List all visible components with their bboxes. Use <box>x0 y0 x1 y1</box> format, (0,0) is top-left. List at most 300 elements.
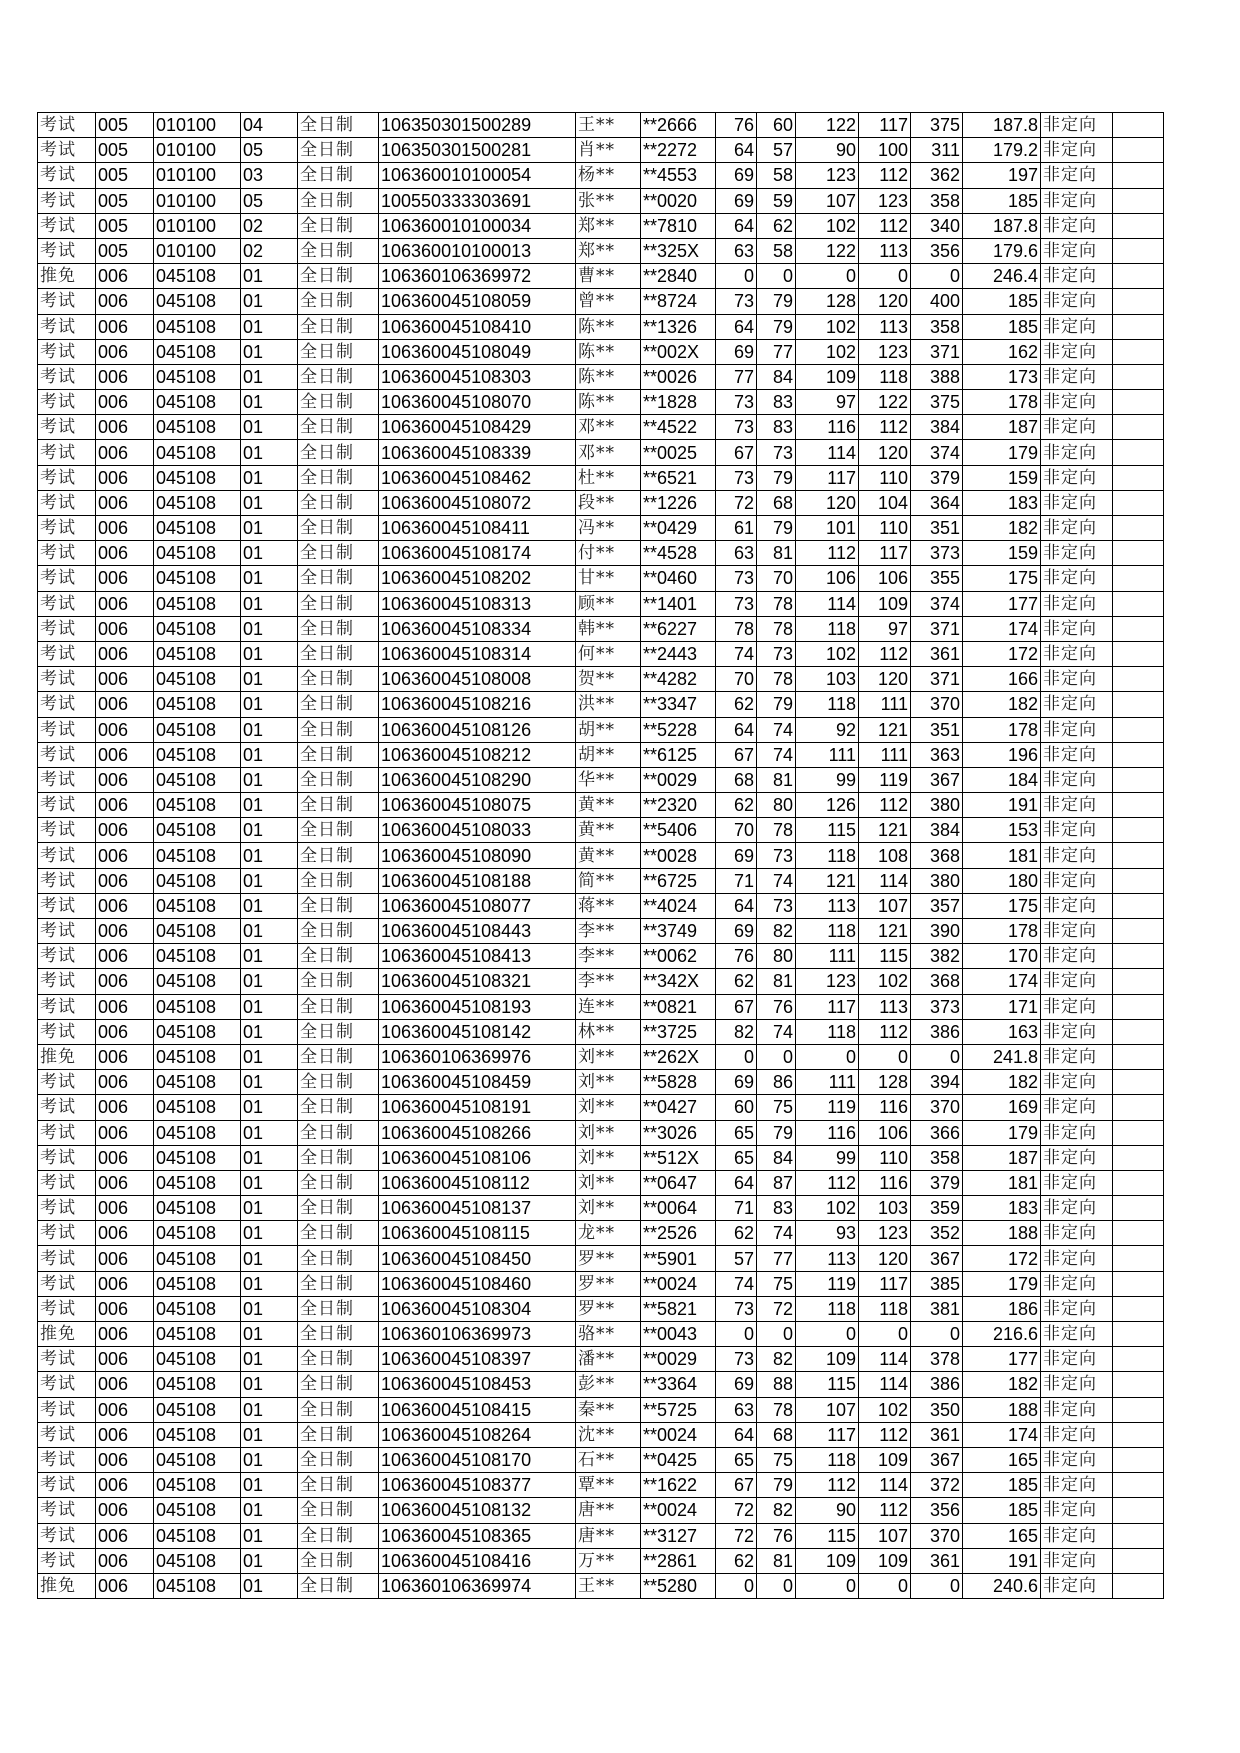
cell-major-code: 045108 <box>154 742 241 767</box>
cell-study-mode: 全日制 <box>298 1548 379 1573</box>
cell-id-suffix: **0062 <box>641 944 716 969</box>
cell-foreign-lang: 60 <box>757 113 796 138</box>
cell-exam-id: 106360045108112 <box>379 1170 576 1195</box>
cell-exam-id: 106360045108450 <box>379 1246 576 1271</box>
cell-subject1: 111 <box>796 944 859 969</box>
cell-subject2: 112 <box>859 1498 911 1523</box>
cell-name: 万** <box>576 1548 641 1573</box>
cell-dept-code: 006 <box>96 1523 154 1548</box>
cell-remarks <box>1113 415 1164 440</box>
cell-remarks <box>1113 1095 1164 1120</box>
table-row <box>38 264 1164 289</box>
cell-name: 段** <box>576 490 641 515</box>
cell-direction-code: 01 <box>241 1221 298 1246</box>
table-row <box>38 994 1164 1019</box>
cell-exam-id: 106360106369976 <box>379 1044 576 1069</box>
cell-total: 359 <box>911 1196 963 1221</box>
cell-study-mode: 全日制 <box>298 1296 379 1321</box>
cell-total: 311 <box>911 138 963 163</box>
cell-major-code: 045108 <box>154 641 241 666</box>
cell-politics: 62 <box>716 793 757 818</box>
table-row <box>38 138 1164 163</box>
cell-interview: 170 <box>963 944 1041 969</box>
cell-study-mode: 全日制 <box>298 1397 379 1422</box>
cell-subject2: 128 <box>859 1070 911 1095</box>
cell-foreign-lang: 81 <box>757 969 796 994</box>
cell-subject2: 123 <box>859 339 911 364</box>
cell-major-code: 045108 <box>154 1473 241 1498</box>
cell-name: 刘** <box>576 1095 641 1120</box>
cell-name: 唐** <box>576 1523 641 1548</box>
cell-name: 刘** <box>576 1196 641 1221</box>
cell-subject2: 114 <box>859 868 911 893</box>
cell-foreign-lang: 87 <box>757 1170 796 1195</box>
cell-subject1: 118 <box>796 843 859 868</box>
cell-subject2: 112 <box>859 163 911 188</box>
cell-subject1: 123 <box>796 969 859 994</box>
cell-subject1: 109 <box>796 364 859 389</box>
cell-subject2: 0 <box>859 1322 911 1347</box>
cell-direction-code: 01 <box>241 1422 298 1447</box>
cell-politics: 61 <box>716 516 757 541</box>
cell-id-suffix: **3026 <box>641 1120 716 1145</box>
cell-remarks <box>1113 969 1164 994</box>
cell-subject2: 123 <box>859 1221 911 1246</box>
cell-remarks <box>1113 616 1164 641</box>
cell-id-suffix: **325X <box>641 238 716 263</box>
cell-type: 考试 <box>38 1523 96 1548</box>
cell-direction-code: 01 <box>241 364 298 389</box>
cell-orientation: 非定向 <box>1041 843 1113 868</box>
cell-major-code: 045108 <box>154 717 241 742</box>
table-row <box>38 1271 1164 1296</box>
cell-type: 考试 <box>38 667 96 692</box>
cell-study-mode: 全日制 <box>298 364 379 389</box>
cell-study-mode: 全日制 <box>298 1573 379 1598</box>
cell-direction-code: 01 <box>241 591 298 616</box>
cell-politics: 73 <box>716 415 757 440</box>
cell-total: 367 <box>911 1246 963 1271</box>
cell-major-code: 045108 <box>154 1296 241 1321</box>
cell-name: 肖** <box>576 138 641 163</box>
cell-dept-code: 006 <box>96 490 154 515</box>
cell-total: 372 <box>911 1473 963 1498</box>
cell-interview: 185 <box>963 1498 1041 1523</box>
cell-subject2: 0 <box>859 1044 911 1069</box>
cell-politics: 65 <box>716 1120 757 1145</box>
cell-foreign-lang: 86 <box>757 1070 796 1095</box>
cell-name: 黄** <box>576 818 641 843</box>
cell-id-suffix: **0647 <box>641 1170 716 1195</box>
table-row <box>38 793 1164 818</box>
cell-total: 400 <box>911 289 963 314</box>
cell-politics: 73 <box>716 591 757 616</box>
cell-dept-code: 006 <box>96 1070 154 1095</box>
cell-orientation: 非定向 <box>1041 1347 1113 1372</box>
cell-id-suffix: **1622 <box>641 1473 716 1498</box>
cell-direction-code: 01 <box>241 440 298 465</box>
cell-subject2: 102 <box>859 1397 911 1422</box>
table-row <box>38 490 1164 515</box>
table-row <box>38 717 1164 742</box>
cell-foreign-lang: 79 <box>757 1120 796 1145</box>
cell-exam-id: 106360045108077 <box>379 893 576 918</box>
cell-total: 371 <box>911 339 963 364</box>
cell-major-code: 045108 <box>154 944 241 969</box>
table-row <box>38 1523 1164 1548</box>
cell-interview: 178 <box>963 390 1041 415</box>
cell-type: 考试 <box>38 1070 96 1095</box>
cell-orientation: 非定向 <box>1041 314 1113 339</box>
cell-politics: 67 <box>716 440 757 465</box>
table-row <box>38 591 1164 616</box>
cell-subject1: 115 <box>796 1372 859 1397</box>
cell-name: 刘** <box>576 1070 641 1095</box>
cell-subject2: 116 <box>859 1170 911 1195</box>
table-row <box>38 1044 1164 1069</box>
cell-dept-code: 006 <box>96 1296 154 1321</box>
cell-politics: 69 <box>716 919 757 944</box>
cell-direction-code: 01 <box>241 1145 298 1170</box>
cell-interview: 197 <box>963 163 1041 188</box>
cell-study-mode: 全日制 <box>298 390 379 415</box>
cell-major-code: 045108 <box>154 1170 241 1195</box>
cell-study-mode: 全日制 <box>298 188 379 213</box>
cell-remarks <box>1113 1196 1164 1221</box>
cell-total: 373 <box>911 994 963 1019</box>
cell-name: 蒋** <box>576 893 641 918</box>
cell-foreign-lang: 81 <box>757 541 796 566</box>
cell-interview: 187 <box>963 1145 1041 1170</box>
cell-subject2: 112 <box>859 213 911 238</box>
cell-orientation: 非定向 <box>1041 1523 1113 1548</box>
cell-name: 黄** <box>576 793 641 818</box>
cell-remarks <box>1113 264 1164 289</box>
cell-type: 考试 <box>38 1019 96 1044</box>
cell-remarks <box>1113 390 1164 415</box>
cell-foreign-lang: 81 <box>757 767 796 792</box>
cell-direction-code: 03 <box>241 163 298 188</box>
cell-type: 考试 <box>38 364 96 389</box>
cell-dept-code: 006 <box>96 1397 154 1422</box>
cell-study-mode: 全日制 <box>298 490 379 515</box>
cell-subject2: 110 <box>859 516 911 541</box>
cell-type: 考试 <box>38 1145 96 1170</box>
cell-subject2: 113 <box>859 994 911 1019</box>
cell-remarks <box>1113 1347 1164 1372</box>
cell-name: 简** <box>576 868 641 893</box>
cell-type: 考试 <box>38 1221 96 1246</box>
cell-major-code: 045108 <box>154 566 241 591</box>
cell-total: 370 <box>911 1523 963 1548</box>
table-row <box>38 1246 1164 1271</box>
cell-type: 考试 <box>38 238 96 263</box>
table-row <box>38 1422 1164 1447</box>
cell-exam-id: 106360045108304 <box>379 1296 576 1321</box>
cell-major-code: 045108 <box>154 1044 241 1069</box>
cell-remarks <box>1113 1070 1164 1095</box>
cell-direction-code: 01 <box>241 1473 298 1498</box>
cell-total: 379 <box>911 1170 963 1195</box>
cell-remarks <box>1113 516 1164 541</box>
cell-id-suffix: **5828 <box>641 1070 716 1095</box>
cell-id-suffix: **3725 <box>641 1019 716 1044</box>
cell-interview: 182 <box>963 692 1041 717</box>
cell-foreign-lang: 0 <box>757 1322 796 1347</box>
cell-remarks <box>1113 591 1164 616</box>
cell-subject1: 111 <box>796 742 859 767</box>
cell-study-mode: 全日制 <box>298 213 379 238</box>
cell-subject1: 128 <box>796 289 859 314</box>
cell-direction-code: 01 <box>241 1120 298 1145</box>
cell-orientation: 非定向 <box>1041 1246 1113 1271</box>
cell-orientation: 非定向 <box>1041 1196 1113 1221</box>
cell-study-mode: 全日制 <box>298 591 379 616</box>
cell-subject2: 110 <box>859 1145 911 1170</box>
cell-politics: 73 <box>716 1347 757 1372</box>
table-row <box>38 893 1164 918</box>
cell-dept-code: 005 <box>96 238 154 263</box>
table-row <box>38 339 1164 364</box>
cell-total: 384 <box>911 818 963 843</box>
cell-subject2: 112 <box>859 641 911 666</box>
cell-dept-code: 006 <box>96 1145 154 1170</box>
cell-dept-code: 006 <box>96 1322 154 1347</box>
cell-subject1: 0 <box>796 1322 859 1347</box>
cell-name: 潘** <box>576 1347 641 1372</box>
cell-subject1: 113 <box>796 893 859 918</box>
cell-exam-id: 100550333303691 <box>379 188 576 213</box>
cell-dept-code: 005 <box>96 163 154 188</box>
cell-dept-code: 006 <box>96 793 154 818</box>
cell-dept-code: 006 <box>96 843 154 868</box>
cell-orientation: 非定向 <box>1041 1422 1113 1447</box>
cell-subject2: 116 <box>859 1095 911 1120</box>
cell-subject1: 103 <box>796 667 859 692</box>
cell-direction-code: 01 <box>241 1044 298 1069</box>
cell-remarks <box>1113 667 1164 692</box>
cell-remarks <box>1113 1397 1164 1422</box>
cell-orientation: 非定向 <box>1041 188 1113 213</box>
cell-interview: 240.6 <box>963 1573 1041 1598</box>
cell-total: 373 <box>911 541 963 566</box>
cell-direction-code: 01 <box>241 919 298 944</box>
cell-major-code: 045108 <box>154 1271 241 1296</box>
cell-type: 考试 <box>38 113 96 138</box>
table-row <box>38 113 1164 138</box>
cell-orientation: 非定向 <box>1041 919 1113 944</box>
cell-dept-code: 006 <box>96 919 154 944</box>
cell-study-mode: 全日制 <box>298 1070 379 1095</box>
cell-exam-id: 106360045108212 <box>379 742 576 767</box>
cell-exam-id: 106360045108137 <box>379 1196 576 1221</box>
cell-id-suffix: **2861 <box>641 1548 716 1573</box>
cell-orientation: 非定向 <box>1041 390 1113 415</box>
cell-subject1: 0 <box>796 1573 859 1598</box>
cell-orientation: 非定向 <box>1041 793 1113 818</box>
cell-direction-code: 05 <box>241 138 298 163</box>
cell-study-mode: 全日制 <box>298 314 379 339</box>
cell-subject2: 0 <box>859 1573 911 1598</box>
cell-id-suffix: **2272 <box>641 138 716 163</box>
cell-study-mode: 全日制 <box>298 1447 379 1472</box>
cell-type: 考试 <box>38 1170 96 1195</box>
table-row <box>38 188 1164 213</box>
cell-orientation: 非定向 <box>1041 1070 1113 1095</box>
cell-foreign-lang: 73 <box>757 843 796 868</box>
cell-dept-code: 006 <box>96 1221 154 1246</box>
table-row <box>38 415 1164 440</box>
cell-dept-code: 006 <box>96 818 154 843</box>
cell-foreign-lang: 70 <box>757 566 796 591</box>
cell-total: 371 <box>911 667 963 692</box>
cell-interview: 166 <box>963 667 1041 692</box>
table-row <box>38 1095 1164 1120</box>
cell-id-suffix: **512X <box>641 1145 716 1170</box>
cell-id-suffix: **2840 <box>641 264 716 289</box>
cell-interview: 171 <box>963 994 1041 1019</box>
table-row <box>38 1372 1164 1397</box>
cell-dept-code: 006 <box>96 994 154 1019</box>
cell-direction-code: 01 <box>241 541 298 566</box>
cell-orientation: 非定向 <box>1041 1397 1113 1422</box>
cell-study-mode: 全日制 <box>298 541 379 566</box>
cell-direction-code: 01 <box>241 994 298 1019</box>
cell-exam-id: 106360045108416 <box>379 1548 576 1573</box>
cell-direction-code: 01 <box>241 1523 298 1548</box>
cell-id-suffix: **7810 <box>641 213 716 238</box>
cell-interview: 191 <box>963 1548 1041 1573</box>
cell-politics: 63 <box>716 238 757 263</box>
cell-remarks <box>1113 440 1164 465</box>
cell-major-code: 045108 <box>154 843 241 868</box>
table-row <box>38 289 1164 314</box>
cell-id-suffix: **0029 <box>641 1347 716 1372</box>
cell-foreign-lang: 74 <box>757 1019 796 1044</box>
cell-subject2: 112 <box>859 1019 911 1044</box>
cell-politics: 64 <box>716 138 757 163</box>
table-row <box>38 1019 1164 1044</box>
cell-total: 381 <box>911 1296 963 1321</box>
cell-type: 考试 <box>38 1473 96 1498</box>
cell-type: 考试 <box>38 893 96 918</box>
cell-major-code: 045108 <box>154 1422 241 1447</box>
cell-subject1: 116 <box>796 415 859 440</box>
cell-dept-code: 006 <box>96 767 154 792</box>
cell-interview: 177 <box>963 1347 1041 1372</box>
cell-exam-id: 106360045108059 <box>379 289 576 314</box>
cell-major-code: 045108 <box>154 667 241 692</box>
cell-politics: 72 <box>716 1498 757 1523</box>
cell-remarks <box>1113 1573 1164 1598</box>
cell-dept-code: 006 <box>96 1019 154 1044</box>
cell-id-suffix: **0029 <box>641 767 716 792</box>
cell-interview: 184 <box>963 767 1041 792</box>
cell-id-suffix: **0024 <box>641 1271 716 1296</box>
cell-foreign-lang: 73 <box>757 440 796 465</box>
cell-remarks <box>1113 742 1164 767</box>
cell-dept-code: 006 <box>96 289 154 314</box>
cell-subject2: 107 <box>859 893 911 918</box>
cell-subject1: 118 <box>796 1019 859 1044</box>
cell-subject1: 93 <box>796 1221 859 1246</box>
cell-foreign-lang: 82 <box>757 1498 796 1523</box>
cell-name: 韩** <box>576 616 641 641</box>
cell-dept-code: 006 <box>96 1170 154 1195</box>
cell-id-suffix: **262X <box>641 1044 716 1069</box>
cell-politics: 57 <box>716 1246 757 1271</box>
cell-orientation: 非定向 <box>1041 339 1113 364</box>
cell-subject1: 122 <box>796 113 859 138</box>
table-row <box>38 1548 1164 1573</box>
cell-study-mode: 全日制 <box>298 994 379 1019</box>
cell-dept-code: 006 <box>96 742 154 767</box>
cell-study-mode: 全日制 <box>298 339 379 364</box>
cell-subject1: 118 <box>796 616 859 641</box>
cell-id-suffix: **0026 <box>641 364 716 389</box>
cell-orientation: 非定向 <box>1041 1473 1113 1498</box>
cell-subject2: 114 <box>859 1347 911 1372</box>
cell-id-suffix: **1326 <box>641 314 716 339</box>
cell-politics: 73 <box>716 289 757 314</box>
cell-subject2: 108 <box>859 843 911 868</box>
cell-foreign-lang: 58 <box>757 238 796 263</box>
cell-orientation: 非定向 <box>1041 944 1113 969</box>
cell-total: 358 <box>911 1145 963 1170</box>
cell-study-mode: 全日制 <box>298 1095 379 1120</box>
cell-remarks <box>1113 717 1164 742</box>
cell-study-mode: 全日制 <box>298 692 379 717</box>
cell-politics: 67 <box>716 742 757 767</box>
table-row <box>38 1296 1164 1321</box>
cell-orientation: 非定向 <box>1041 1498 1113 1523</box>
cell-major-code: 045108 <box>154 440 241 465</box>
cell-major-code: 045108 <box>154 1095 241 1120</box>
cell-total: 382 <box>911 944 963 969</box>
cell-name: 刘** <box>576 1145 641 1170</box>
cell-foreign-lang: 75 <box>757 1271 796 1296</box>
cell-type: 考试 <box>38 566 96 591</box>
cell-dept-code: 006 <box>96 1095 154 1120</box>
cell-name: 罗** <box>576 1296 641 1321</box>
cell-id-suffix: **4282 <box>641 667 716 692</box>
cell-foreign-lang: 72 <box>757 1296 796 1321</box>
cell-remarks <box>1113 1523 1164 1548</box>
cell-name: 刘** <box>576 1120 641 1145</box>
cell-study-mode: 全日制 <box>298 289 379 314</box>
cell-type: 考试 <box>38 1196 96 1221</box>
cell-subject1: 106 <box>796 566 859 591</box>
cell-subject2: 114 <box>859 1473 911 1498</box>
cell-id-suffix: **342X <box>641 969 716 994</box>
cell-foreign-lang: 78 <box>757 667 796 692</box>
cell-major-code: 045108 <box>154 1145 241 1170</box>
cell-politics: 64 <box>716 314 757 339</box>
cell-subject1: 122 <box>796 238 859 263</box>
cell-remarks <box>1113 1170 1164 1195</box>
cell-total: 351 <box>911 516 963 541</box>
cell-major-code: 045108 <box>154 264 241 289</box>
cell-direction-code: 01 <box>241 314 298 339</box>
cell-id-suffix: **5725 <box>641 1397 716 1422</box>
table-row <box>38 742 1164 767</box>
cell-remarks <box>1113 138 1164 163</box>
table-row <box>38 1170 1164 1195</box>
cell-orientation: 非定向 <box>1041 742 1113 767</box>
cell-politics: 0 <box>716 1044 757 1069</box>
cell-dept-code: 006 <box>96 641 154 666</box>
cell-subject2: 120 <box>859 440 911 465</box>
